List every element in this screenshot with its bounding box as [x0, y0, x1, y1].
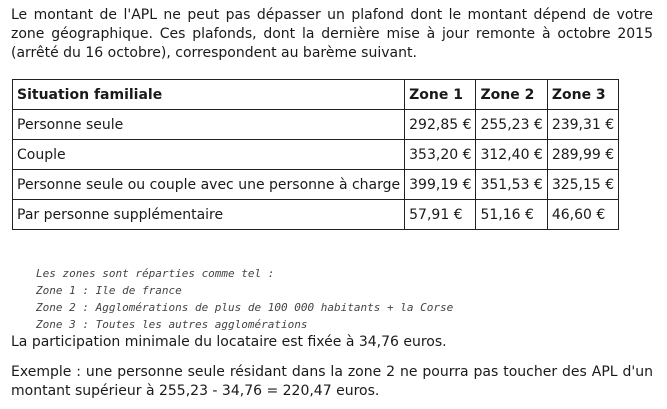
situation-cell: Couple	[13, 140, 405, 170]
zone-2-cell: 312,40 €	[476, 140, 547, 170]
header-zone-3: Zone 3	[547, 80, 618, 110]
header-zone-2: Zone 2	[476, 80, 547, 110]
zones-legend	[36, 265, 453, 333]
situation-cell: Personne seule	[13, 110, 405, 140]
table-row	[13, 140, 619, 170]
apl-ceiling-table	[12, 79, 619, 230]
zone-1-cell: 353,20 €	[405, 140, 476, 170]
situation-cell: Personne seule ou couple avec une personne à charge	[13, 170, 405, 200]
zone-1-cell: 399,19 €	[405, 170, 476, 200]
example-paragraph: Exemple : une personne seule résidant dans la zone 2 ne pourra pas toucher des APL d'un montant supérieur à 255,23 - 34,76 = 220,47 euros.	[11, 364, 653, 399]
zone-1-definition: Zone 1 : Ile de france	[36, 284, 182, 297]
header-situation: Situation familiale	[13, 80, 405, 110]
situation-cell: Par personne supplémentaire	[13, 200, 405, 230]
zone-2-cell: 51,16 €	[476, 200, 547, 230]
zone-1-cell: 292,85 €	[405, 110, 476, 140]
zone-3-cell: 289,99 €	[547, 140, 618, 170]
table-row	[13, 110, 619, 140]
header-zone-1: Zone 1	[405, 80, 476, 110]
zone-3-cell: 325,15 €	[547, 170, 618, 200]
participation-paragraph: La participation minimale du locataire est fixée à 34,76 euros.	[11, 334, 447, 350]
zone-1-cell: 57,91 €	[405, 200, 476, 230]
zone-2-cell: 351,53 €	[476, 170, 547, 200]
zone-2-definition: Zone 2 : Agglomérations de plus de 100 000 habitants + la Corse	[36, 301, 454, 314]
zone-2-cell: 255,23 €	[476, 110, 547, 140]
zone-3-cell: 239,31 €	[547, 110, 618, 140]
table-row	[13, 170, 619, 200]
zone-3-cell: 46,60 €	[547, 200, 618, 230]
zone-3-definition: Zone 3 : Toutes les autres agglomérations	[36, 318, 308, 331]
table-header-row	[13, 80, 619, 110]
table-row	[13, 200, 619, 230]
zones-title: Les zones sont réparties comme tel :	[36, 267, 275, 280]
intro-paragraph: Le montant de l'APL ne peut pas dépasser un plafond dont le montant dépend de votre zone géographique. Ces plafonds, dont la dernière mise à jour remonte à octobre 2015 (arrêté du 16 octobre), correspondent au barème suivant.	[11, 7, 653, 61]
